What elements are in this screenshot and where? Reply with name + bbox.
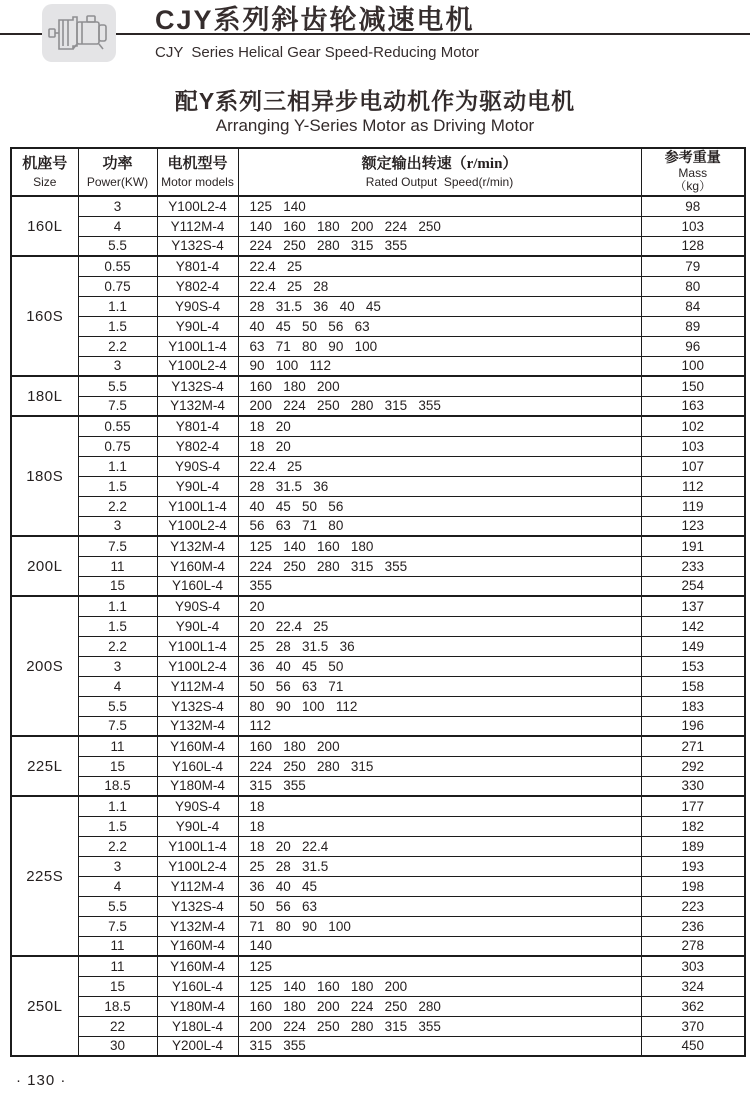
speeds-cell: 224 250 280 315 355 xyxy=(238,556,641,576)
mass-cell: 112 xyxy=(641,476,745,496)
power-cell: 1.1 xyxy=(78,596,157,616)
model-cell: Y90L-4 xyxy=(157,616,238,636)
table-row xyxy=(11,476,745,496)
table-row xyxy=(11,816,745,836)
mass-cell: 137 xyxy=(641,596,745,616)
power-cell: 7.5 xyxy=(78,916,157,936)
speeds-cell: 18 20 xyxy=(238,416,641,436)
size-cell: 180S xyxy=(11,416,78,536)
model-cell: Y132S-4 xyxy=(157,376,238,396)
table-row xyxy=(11,716,745,736)
table-row xyxy=(11,1036,745,1056)
power-cell: 1.5 xyxy=(78,616,157,636)
table-row xyxy=(11,636,745,656)
power-cell: 7.5 xyxy=(78,396,157,416)
power-cell: 0.75 xyxy=(78,276,157,296)
speeds-cell: 160 180 200 224 250 280 xyxy=(238,996,641,1016)
power-cell: 5.5 xyxy=(78,236,157,256)
model-cell: Y100L1-4 xyxy=(157,836,238,856)
mass-cell: 196 xyxy=(641,716,745,736)
size-cell: 160S xyxy=(11,256,78,376)
speeds-cell: 22.4 25 xyxy=(238,456,641,476)
mass-cell: 84 xyxy=(641,296,745,316)
power-cell: 0.75 xyxy=(78,436,157,456)
power-cell: 5.5 xyxy=(78,896,157,916)
model-cell: Y180M-4 xyxy=(157,996,238,1016)
speeds-cell: 224 250 280 315 355 xyxy=(238,236,641,256)
table-row xyxy=(11,696,745,716)
table-row xyxy=(11,876,745,896)
table-row xyxy=(11,216,745,236)
speeds-cell: 200 224 250 280 315 355 xyxy=(238,1016,641,1036)
model-cell: Y132M-4 xyxy=(157,536,238,556)
table-row xyxy=(11,256,745,276)
power-cell: 7.5 xyxy=(78,536,157,556)
model-cell: Y801-4 xyxy=(157,256,238,276)
model-cell: Y100L1-4 xyxy=(157,336,238,356)
mass-cell: 330 xyxy=(641,776,745,796)
power-cell: 3 xyxy=(78,856,157,876)
table-row xyxy=(11,416,745,436)
col-header-model xyxy=(157,148,238,196)
page-title-cn: CJY系列斜齿轮减速电机 xyxy=(155,5,475,35)
speeds-cell: 18 xyxy=(238,816,641,836)
mass-cell: 158 xyxy=(641,676,745,696)
power-cell: 1.1 xyxy=(78,796,157,816)
speeds-cell: 20 22.4 25 xyxy=(238,616,641,636)
power-cell: 18.5 xyxy=(78,776,157,796)
speeds-cell: 315 355 xyxy=(238,1036,641,1056)
speeds-cell: 56 63 71 80 xyxy=(238,516,641,536)
size-cell: 200S xyxy=(11,596,78,736)
power-cell: 4 xyxy=(78,676,157,696)
model-cell: Y132M-4 xyxy=(157,916,238,936)
table-row xyxy=(11,1016,745,1036)
mass-cell: 102 xyxy=(641,416,745,436)
speeds-cell: 125 140 160 180 200 xyxy=(238,976,641,996)
power-cell: 1.1 xyxy=(78,456,157,476)
model-cell: Y132S-4 xyxy=(157,896,238,916)
table-row xyxy=(11,236,745,256)
mass-cell: 189 xyxy=(641,836,745,856)
power-cell: 1.1 xyxy=(78,296,157,316)
table-row xyxy=(11,856,745,876)
speeds-cell: 90 100 112 xyxy=(238,356,641,376)
table-row xyxy=(11,756,745,776)
table-row xyxy=(11,276,745,296)
speeds-cell: 25 28 31.5 xyxy=(238,856,641,876)
table-row xyxy=(11,916,745,936)
speeds-cell: 28 31.5 36 40 45 xyxy=(238,296,641,316)
power-cell: 5.5 xyxy=(78,376,157,396)
speeds-cell: 18 20 22.4 xyxy=(238,836,641,856)
page-title-en: CJY Series Helical Gear Speed-Reducing Motor xyxy=(155,44,480,61)
power-cell: 15 xyxy=(78,576,157,596)
col-header-speed-en: Rated Output Speed(r/min) xyxy=(365,175,514,189)
speeds-cell: 140 160 180 200 224 250 xyxy=(238,216,641,236)
speeds-cell: 125 xyxy=(238,956,641,976)
speeds-cell: 112 xyxy=(238,716,641,736)
mass-cell: 362 xyxy=(641,996,745,1016)
speeds-cell: 40 45 50 56 63 xyxy=(238,316,641,336)
table-row xyxy=(11,456,745,476)
speeds-cell: 18 xyxy=(238,796,641,816)
mass-cell: 177 xyxy=(641,796,745,816)
speeds-cell: 28 31.5 36 xyxy=(238,476,641,496)
power-cell: 11 xyxy=(78,936,157,956)
speeds-cell: 22.4 25 28 xyxy=(238,276,641,296)
model-cell: Y90S-4 xyxy=(157,596,238,616)
table-row xyxy=(11,336,745,356)
speeds-cell: 160 180 200 xyxy=(238,736,641,756)
mass-cell: 182 xyxy=(641,816,745,836)
power-cell: 11 xyxy=(78,956,157,976)
mass-cell: 103 xyxy=(641,436,745,456)
model-cell: Y132M-4 xyxy=(157,396,238,416)
mass-cell: 103 xyxy=(641,216,745,236)
table-row xyxy=(11,776,745,796)
power-cell: 11 xyxy=(78,736,157,756)
table-row xyxy=(11,376,745,396)
mass-cell: 236 xyxy=(641,916,745,936)
model-cell: Y112M-4 xyxy=(157,876,238,896)
table-row xyxy=(11,496,745,516)
model-cell: Y802-4 xyxy=(157,436,238,456)
brand-logo xyxy=(42,4,116,62)
model-cell: Y180M-4 xyxy=(157,776,238,796)
mass-cell: 183 xyxy=(641,696,745,716)
mass-cell: 198 xyxy=(641,876,745,896)
mass-cell: 370 xyxy=(641,1016,745,1036)
table-row xyxy=(11,356,745,376)
speeds-cell: 355 xyxy=(238,576,641,596)
col-header-mass-cn: 参考重量 xyxy=(664,151,721,166)
size-cell: 160L xyxy=(11,196,78,256)
model-cell: Y90S-4 xyxy=(157,296,238,316)
table-row xyxy=(11,936,745,956)
speeds-cell: 140 xyxy=(238,936,641,956)
power-cell: 22 xyxy=(78,1016,157,1036)
table-row xyxy=(11,976,745,996)
section-title-en: Arranging Y-Series Motor as Driving Motor xyxy=(215,116,535,135)
speeds-cell: 18 20 xyxy=(238,436,641,456)
table-row xyxy=(11,896,745,916)
model-cell: Y160M-4 xyxy=(157,736,238,756)
mass-cell: 100 xyxy=(641,356,745,376)
table-row xyxy=(11,196,745,216)
mass-cell: 191 xyxy=(641,536,745,556)
col-header-power-en: Power(KW) xyxy=(86,175,149,189)
speeds-cell: 125 140 160 180 xyxy=(238,536,641,556)
speeds-cell: 50 56 63 71 xyxy=(238,676,641,696)
mass-cell: 254 xyxy=(641,576,745,596)
model-cell: Y160L-4 xyxy=(157,576,238,596)
speeds-cell: 63 71 80 90 100 xyxy=(238,336,641,356)
table-row xyxy=(11,516,745,536)
table-row xyxy=(11,316,745,336)
power-cell: 3 xyxy=(78,196,157,216)
speeds-cell: 125 140 xyxy=(238,196,641,216)
table-row xyxy=(11,656,745,676)
mass-cell: 128 xyxy=(641,236,745,256)
table-row xyxy=(11,736,745,756)
power-cell: 4 xyxy=(78,216,157,236)
power-cell: 30 xyxy=(78,1036,157,1056)
power-cell: 15 xyxy=(78,756,157,776)
section-title-cn: 配Y系列三相异步电动机作为驱动电机 xyxy=(174,88,576,114)
mass-cell: 142 xyxy=(641,616,745,636)
table-row xyxy=(11,576,745,596)
speeds-cell: 36 40 45 50 xyxy=(238,656,641,676)
model-cell: Y100L2-4 xyxy=(157,856,238,876)
mass-cell: 324 xyxy=(641,976,745,996)
table-row xyxy=(11,796,745,816)
speeds-cell: 25 28 31.5 36 xyxy=(238,636,641,656)
power-cell: 0.55 xyxy=(78,416,157,436)
speeds-cell: 224 250 280 315 xyxy=(238,756,641,776)
mass-cell: 107 xyxy=(641,456,745,476)
col-header-size xyxy=(11,148,78,196)
model-cell: Y180L-4 xyxy=(157,1016,238,1036)
power-cell: 1.5 xyxy=(78,316,157,336)
model-cell: Y132M-4 xyxy=(157,716,238,736)
model-cell: Y160M-4 xyxy=(157,936,238,956)
col-header-mass xyxy=(641,148,745,196)
power-cell: 3 xyxy=(78,356,157,376)
motor-spec-table xyxy=(10,147,746,1057)
section-title xyxy=(0,88,750,136)
speeds-cell: 50 56 63 xyxy=(238,896,641,916)
table-body xyxy=(11,196,745,1056)
mass-cell: 150 xyxy=(641,376,745,396)
mass-cell: 223 xyxy=(641,896,745,916)
model-cell: Y90S-4 xyxy=(157,456,238,476)
model-cell: Y160M-4 xyxy=(157,556,238,576)
speeds-cell: 160 180 200 xyxy=(238,376,641,396)
col-header-speed xyxy=(238,148,641,196)
size-cell: 225S xyxy=(11,796,78,956)
speeds-cell: 80 90 100 112 xyxy=(238,696,641,716)
mass-cell: 303 xyxy=(641,956,745,976)
model-cell: Y802-4 xyxy=(157,276,238,296)
power-cell: 18.5 xyxy=(78,996,157,1016)
table-row xyxy=(11,616,745,636)
table-row xyxy=(11,436,745,456)
model-cell: Y90L-4 xyxy=(157,476,238,496)
mass-cell: 119 xyxy=(641,496,745,516)
col-header-size-en: Size xyxy=(33,175,57,189)
mass-cell: 123 xyxy=(641,516,745,536)
col-header-power-cn: 功率 xyxy=(102,156,133,172)
mass-cell: 163 xyxy=(641,396,745,416)
mass-cell: 233 xyxy=(641,556,745,576)
model-cell: Y132S-4 xyxy=(157,696,238,716)
table-row xyxy=(11,676,745,696)
power-cell: 1.5 xyxy=(78,476,157,496)
size-cell: 180L xyxy=(11,376,78,416)
mass-cell: 193 xyxy=(641,856,745,876)
model-cell: Y160L-4 xyxy=(157,756,238,776)
mass-cell: 96 xyxy=(641,336,745,356)
model-cell: Y100L1-4 xyxy=(157,636,238,656)
mass-cell: 79 xyxy=(641,256,745,276)
model-cell: Y160M-4 xyxy=(157,956,238,976)
col-header-speed-cn: 额定输出转速（r/min） xyxy=(361,156,518,172)
mass-cell: 89 xyxy=(641,316,745,336)
power-cell: 0.55 xyxy=(78,256,157,276)
model-cell: Y90S-4 xyxy=(157,796,238,816)
mass-cell: 149 xyxy=(641,636,745,656)
table-row xyxy=(11,836,745,856)
model-cell: Y100L2-4 xyxy=(157,656,238,676)
power-cell: 1.5 xyxy=(78,816,157,836)
table-header xyxy=(11,148,745,196)
table-row xyxy=(11,596,745,616)
size-cell: 250L xyxy=(11,956,78,1056)
col-header-power xyxy=(78,148,157,196)
model-cell: Y100L2-4 xyxy=(157,356,238,376)
mass-cell: 80 xyxy=(641,276,745,296)
power-cell: 2.2 xyxy=(78,836,157,856)
mass-cell: 271 xyxy=(641,736,745,756)
model-cell: Y100L1-4 xyxy=(157,496,238,516)
model-cell: Y160L-4 xyxy=(157,976,238,996)
model-cell: Y200L-4 xyxy=(157,1036,238,1056)
table-row xyxy=(11,996,745,1016)
power-cell: 2.2 xyxy=(78,336,157,356)
col-header-model-en: Motor models xyxy=(161,175,234,189)
speeds-cell: 22.4 25 xyxy=(238,256,641,276)
model-cell: Y90L-4 xyxy=(157,816,238,836)
mass-cell: 278 xyxy=(641,936,745,956)
col-header-model-cn: 电机型号 xyxy=(167,156,228,172)
col-header-mass-unit: （kg） xyxy=(674,179,712,193)
speeds-cell: 315 355 xyxy=(238,776,641,796)
speeds-cell: 20 xyxy=(238,596,641,616)
table-row xyxy=(11,536,745,556)
page-header xyxy=(0,0,750,68)
speeds-cell: 71 80 90 100 xyxy=(238,916,641,936)
table-row xyxy=(11,956,745,976)
size-cell: 225L xyxy=(11,736,78,796)
mass-cell: 153 xyxy=(641,656,745,676)
model-cell: Y132S-4 xyxy=(157,236,238,256)
col-header-size-cn: 机座号 xyxy=(22,156,68,172)
mass-cell: 450 xyxy=(641,1036,745,1056)
table-row xyxy=(11,556,745,576)
power-cell: 4 xyxy=(78,876,157,896)
power-cell: 15 xyxy=(78,976,157,996)
table-row xyxy=(11,296,745,316)
model-cell: Y112M-4 xyxy=(157,216,238,236)
table-row xyxy=(11,396,745,416)
table-header-row xyxy=(11,148,745,196)
model-cell: Y100L2-4 xyxy=(157,516,238,536)
power-cell: 7.5 xyxy=(78,716,157,736)
power-cell: 3 xyxy=(78,516,157,536)
power-cell: 3 xyxy=(78,656,157,676)
power-cell: 2.2 xyxy=(78,496,157,516)
gear-motor-icon xyxy=(48,10,110,56)
size-cell: 200L xyxy=(11,536,78,596)
model-cell: Y90L-4 xyxy=(157,316,238,336)
header-titles xyxy=(155,5,745,61)
power-cell: 11 xyxy=(78,556,157,576)
model-cell: Y100L2-4 xyxy=(157,196,238,216)
model-cell: Y801-4 xyxy=(157,416,238,436)
speeds-cell: 40 45 50 56 xyxy=(238,496,641,516)
mass-cell: 292 xyxy=(641,756,745,776)
mass-cell: 98 xyxy=(641,196,745,216)
col-header-mass-en: Mass xyxy=(678,166,708,180)
speeds-cell: 36 40 45 xyxy=(238,876,641,896)
page-number: · 130 · xyxy=(16,1072,67,1089)
power-cell: 5.5 xyxy=(78,696,157,716)
model-cell: Y112M-4 xyxy=(157,676,238,696)
power-cell: 2.2 xyxy=(78,636,157,656)
speeds-cell: 200 224 250 280 315 355 xyxy=(238,396,641,416)
